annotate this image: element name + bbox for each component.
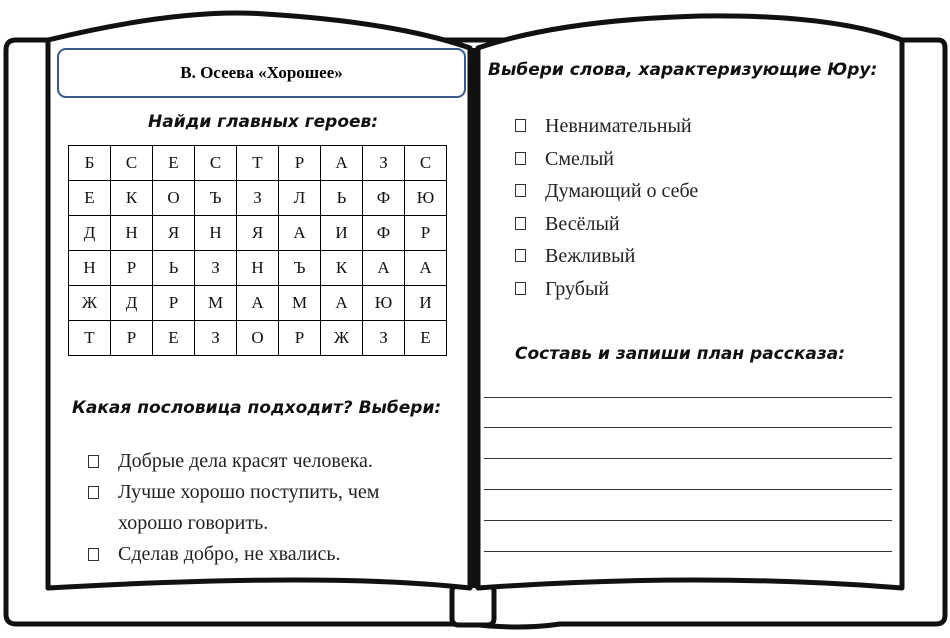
grid-cell[interactable]: Т [69, 321, 111, 356]
grid-cell[interactable]: Р [153, 286, 195, 321]
grid-cell[interactable]: А [279, 216, 321, 251]
book-title-box: В. Осеева «Хорошее» [57, 48, 466, 98]
trait-text: Невнимательный [545, 115, 692, 137]
grid-cell[interactable]: Я [153, 216, 195, 251]
plan-writing-line[interactable] [484, 551, 892, 552]
grid-cell[interactable]: Ф [363, 216, 405, 251]
plan-writing-line[interactable] [484, 489, 892, 490]
grid-cell[interactable]: З [237, 181, 279, 216]
trait-options [515, 113, 698, 308]
grid-cell[interactable]: Ж [69, 286, 111, 321]
trait-option[interactable] [515, 211, 698, 244]
proverb-text: Лучше хорошо поступить, чем хорошо говорить. [118, 481, 380, 534]
trait-text: Вежливый [545, 245, 636, 267]
grid-row [69, 286, 447, 321]
checkbox-icon[interactable] [515, 217, 526, 230]
grid-cell[interactable]: А [321, 286, 363, 321]
word-search-grid [68, 145, 447, 356]
grid-cell[interactable]: Д [111, 286, 153, 321]
checkbox-icon[interactable] [515, 152, 526, 165]
grid-cell[interactable]: Р [111, 321, 153, 356]
plan-heading: Составь и запиши план рассказа: [515, 344, 845, 364]
plan-writing-line[interactable] [484, 427, 892, 428]
trait-option[interactable] [515, 146, 698, 179]
grid-cell[interactable]: Ь [321, 181, 363, 216]
grid-cell[interactable]: Ь [153, 251, 195, 286]
checkbox-icon[interactable] [88, 548, 99, 561]
grid-cell[interactable]: Р [111, 251, 153, 286]
grid-cell[interactable]: Е [153, 146, 195, 181]
plan-writing-line[interactable] [484, 458, 892, 459]
checkbox-icon[interactable] [88, 486, 99, 499]
proverb-heading: Какая пословица подходит? Выбери: [72, 398, 442, 418]
grid-cell[interactable]: К [111, 181, 153, 216]
grid-cell[interactable]: Н [195, 216, 237, 251]
traits-heading: Выбери слова, характеризующие Юру: [488, 60, 878, 80]
grid-cell[interactable]: С [195, 146, 237, 181]
trait-option[interactable] [515, 178, 698, 211]
grid-cell[interactable]: М [195, 286, 237, 321]
grid-cell[interactable]: Ъ [195, 181, 237, 216]
grid-cell[interactable]: С [111, 146, 153, 181]
grid-cell[interactable]: И [321, 216, 363, 251]
trait-option[interactable] [515, 276, 698, 309]
trait-option[interactable] [515, 243, 698, 276]
grid-cell[interactable]: Р [405, 216, 447, 251]
grid-cell[interactable]: Ф [363, 181, 405, 216]
grid-cell[interactable]: З [195, 251, 237, 286]
proverb-text: Сделав добро, не хвались. [118, 543, 341, 565]
book-spine-tab [452, 585, 494, 625]
grid-cell[interactable]: Е [69, 181, 111, 216]
grid-cell[interactable]: Ю [363, 286, 405, 321]
grid-row [69, 181, 447, 216]
grid-cell[interactable]: Е [153, 321, 195, 356]
trait-text: Весёлый [545, 212, 620, 235]
trait-text: Грубый [545, 277, 610, 300]
grid-cell[interactable]: Е [405, 321, 447, 356]
checkbox-icon[interactable] [88, 455, 99, 468]
checkbox-icon[interactable] [515, 119, 526, 132]
grid-cell[interactable]: З [363, 321, 405, 356]
grid-cell[interactable]: З [363, 146, 405, 181]
heroes-heading: Найди главных героев: [148, 112, 379, 132]
grid-cell[interactable]: О [153, 181, 195, 216]
grid-cell[interactable]: Ж [321, 321, 363, 356]
grid-cell[interactable]: Ю [405, 181, 447, 216]
trait-text: Смелый [545, 147, 614, 170]
grid-cell[interactable]: Ъ [279, 251, 321, 286]
trait-text: Думающий о себе [545, 180, 699, 202]
plan-writing-line[interactable] [484, 397, 892, 398]
grid-cell[interactable]: Д [69, 216, 111, 251]
grid-cell[interactable]: Р [279, 146, 321, 181]
grid-cell[interactable]: А [237, 286, 279, 321]
plan-writing-line[interactable] [484, 520, 892, 521]
grid-cell[interactable]: М [279, 286, 321, 321]
grid-cell[interactable]: А [321, 146, 363, 181]
grid-cell[interactable]: Н [111, 216, 153, 251]
grid-cell[interactable]: А [363, 251, 405, 286]
grid-cell[interactable]: И [405, 286, 447, 321]
grid-cell[interactable]: Т [237, 146, 279, 181]
grid-cell[interactable]: Б [69, 146, 111, 181]
checkbox-icon[interactable] [515, 282, 526, 295]
checkbox-icon[interactable] [515, 184, 526, 197]
proverb-text: Добрые дела красят человека. [118, 450, 373, 472]
proverb-options [88, 446, 448, 570]
grid-cell[interactable]: З [195, 321, 237, 356]
grid-row [69, 146, 447, 181]
grid-row [69, 216, 447, 251]
grid-row [69, 251, 447, 286]
grid-cell[interactable]: С [405, 146, 447, 181]
proverb-option[interactable] [88, 477, 448, 539]
grid-cell[interactable]: Н [69, 251, 111, 286]
grid-cell[interactable]: Л [279, 181, 321, 216]
checkbox-icon[interactable] [515, 249, 526, 262]
grid-cell[interactable]: К [321, 251, 363, 286]
trait-option[interactable] [515, 113, 698, 146]
grid-cell[interactable]: Н [237, 251, 279, 286]
grid-row [69, 321, 447, 356]
grid-cell[interactable]: Р [279, 321, 321, 356]
grid-cell[interactable]: О [237, 321, 279, 356]
grid-cell[interactable]: А [405, 251, 447, 286]
proverb-option[interactable] [88, 446, 448, 477]
grid-cell[interactable]: Я [237, 216, 279, 251]
proverb-option[interactable] [88, 539, 448, 570]
